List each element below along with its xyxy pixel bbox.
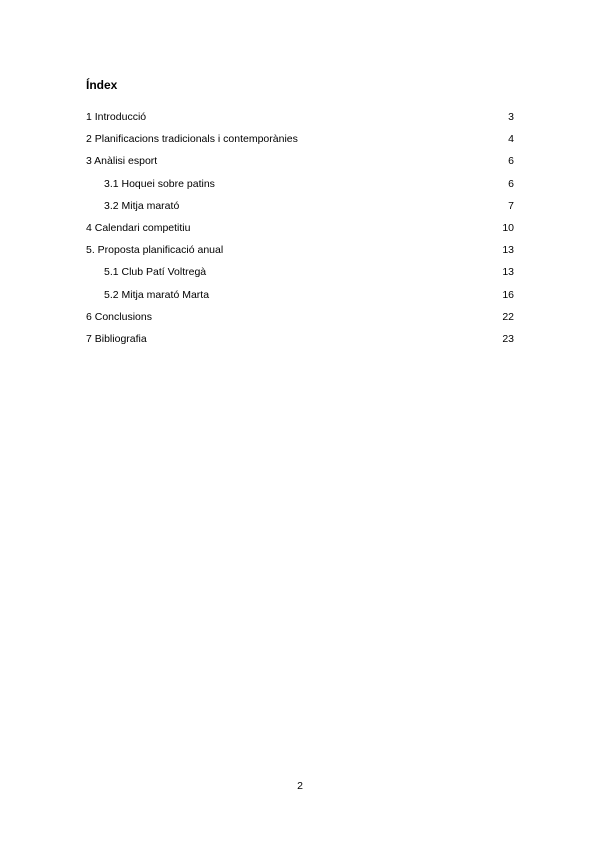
toc-entry-label: 6 Conclusions xyxy=(86,310,152,323)
toc-entry-label: 3.2 Mitja marató xyxy=(104,199,180,212)
toc-entry-label: 5.2 Mitja marató Marta xyxy=(104,288,210,301)
toc-entry-page: 22 xyxy=(502,310,514,323)
toc-entry-label: 5. Proposta planificació anual xyxy=(86,244,224,257)
toc-entry-planificacions[interactable] xyxy=(86,131,514,153)
toc-entry-label: 1 Introducció xyxy=(86,111,147,123)
toc-entry-introduccio[interactable] xyxy=(86,109,514,131)
toc-entry-bibliografia[interactable] xyxy=(86,331,514,353)
toc-entry-label: 4 Calendari competitiu xyxy=(86,221,191,234)
toc-entry-mitja-marato[interactable] xyxy=(86,198,514,220)
toc-entry-page: 23 xyxy=(502,332,514,345)
toc-entry-page: 10 xyxy=(502,221,514,234)
page-number: 2 xyxy=(297,780,303,792)
toc-entry-label: 2 Planificacions tradicionals i contemporànies xyxy=(86,133,298,146)
toc-entry-label: 5.1 Club Patí Voltregà xyxy=(104,266,207,279)
toc-entry-label: 7 Bibliografia xyxy=(86,332,147,345)
toc-entry-page: 16 xyxy=(502,288,514,301)
toc-entry-label: 3 Anàlisi esport xyxy=(86,155,158,168)
toc-entry-page: 6 xyxy=(508,155,514,168)
toc-entry-page: 4 xyxy=(508,133,514,146)
toc-entry-calendari[interactable] xyxy=(86,220,514,242)
toc-entry-page: 6 xyxy=(508,177,514,190)
toc-entry-page: 3 xyxy=(508,111,514,123)
toc-entry-page: 13 xyxy=(502,244,514,257)
toc-entry-hoquei[interactable] xyxy=(86,176,514,198)
toc-heading: Índex xyxy=(86,78,118,92)
table-of-contents xyxy=(86,109,514,353)
toc-entry-page: 7 xyxy=(508,199,514,212)
toc-entry-conclusions[interactable] xyxy=(86,309,514,331)
toc-entry-page: 13 xyxy=(502,266,514,279)
toc-entry-club-pati[interactable] xyxy=(86,264,514,286)
toc-entry-label: 3.1 Hoquei sobre patins xyxy=(104,177,215,190)
toc-entry-marato-marta[interactable] xyxy=(86,287,514,309)
toc-entry-proposta[interactable] xyxy=(86,242,514,264)
toc-entry-analisi-esport[interactable] xyxy=(86,153,514,175)
